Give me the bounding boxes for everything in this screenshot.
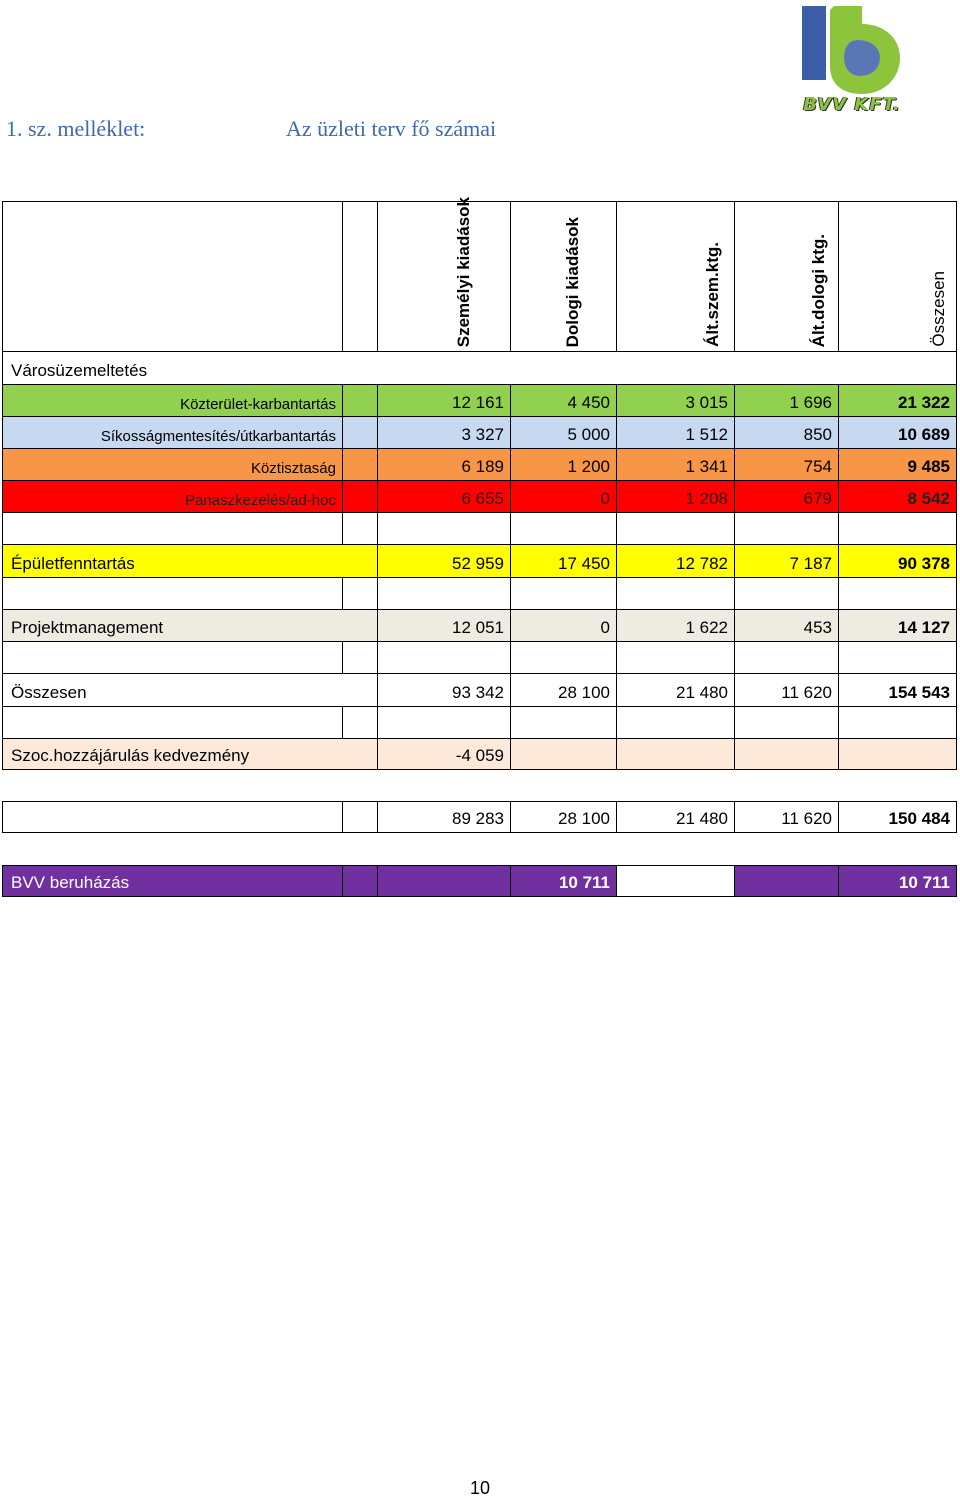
investment-row: BVV beruházás 10 711 10 711 [2,865,957,897]
spacer-row [2,706,957,738]
appendix-title: Az üzleti terv fő számai [286,116,497,141]
column-header: Személyi kiadások [377,201,510,351]
company-logo [800,6,904,116]
table-row: Síkosságmentesítés/útkarbantartás 3 327 5 000 1 512 850 10 689 [2,416,957,448]
header-row [2,196,957,351]
spacer-row [2,512,957,544]
page-number: 10 [469,1478,491,1498]
column-header: Ált.dologi ktg. [734,201,838,351]
table-row: Közterület-karbantartás 12 161 4 450 3 015 1 696 21 322 [2,384,957,416]
column-header: Dologi kiadások [510,201,616,351]
table-row: Projektmanagement 12 051 0 1 622 453 14 127 [2,609,957,641]
table-row: Épületfenntartás 52 959 17 450 12 782 7 187 90 378 [2,544,957,577]
table-row: Szoc.hozzájárulás kedvezmény -4 059 [2,738,957,770]
spacer-row [2,577,957,609]
total-row: Összesen 93 342 28 100 21 480 11 620 154 543 [2,673,957,706]
column-header: Ált.szem.ktg. [616,201,734,351]
table-row: Panaszkezelés/ad-hoc 6 655 0 1 208 679 8 542 [2,480,957,512]
group-label: Városüzemeltetés [11,361,148,380]
group-row [2,351,957,384]
column-header: Összesen [838,201,957,351]
appendix-number: 1. sz. melléklet: [6,116,146,141]
logo-text: BVV KFT. [803,94,901,115]
net-total-row: 89 283 28 100 21 480 11 620 150 484 [2,801,957,833]
spacer-row [2,641,957,673]
table-row: Köztisztaság 6 189 1 200 1 341 754 9 485 [2,448,957,480]
